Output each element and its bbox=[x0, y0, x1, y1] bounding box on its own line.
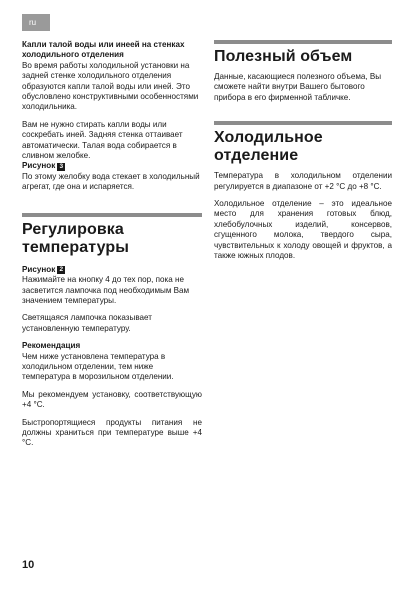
fridge-temperature-paragraph: Температура в холодильном отделении регулируется в диапазоне от +2 °C до +8 °C. bbox=[214, 171, 392, 191]
recommendation-heading: Рекомендация bbox=[22, 341, 81, 351]
right-column bbox=[214, 40, 392, 261]
defrost-paragraph: Вам не нужно стирать капли воды или соскребать иней. Задняя стенка оттаивает автоматически. Талая вода собирается в сливном желобке. bbox=[22, 119, 183, 161]
indicator-paragraph: Светящаяся лампочка показывает установленную температуру. bbox=[22, 313, 152, 333]
usable-volume-title: Полезный объем bbox=[214, 48, 353, 65]
fridge-storage-paragraph: Холодильное отделение – это идеальное место для хранения готовых блюд, хлебобулочных изделий, консервов, сгущенного молока, твердого сыра, чувствительных к холоду овощей и фруктов, а также южных плодов. bbox=[214, 199, 392, 261]
perishables-paragraph: Быстропортящиеся продукты питания не должны храниться при температуре выше +4 °C. bbox=[22, 417, 202, 448]
figure-number-badge: 2 bbox=[57, 266, 65, 274]
temperature-section-title: Регулировка температуры bbox=[22, 220, 130, 256]
page-number: 10 bbox=[22, 559, 35, 571]
figure-2-reference bbox=[22, 265, 202, 275]
button-instruction-paragraph: Нажимайте на кнопку 4 до тех пор, пока не засветится лампочка под необходимым Вам значением температуры. bbox=[22, 275, 190, 305]
fridge-compartment-title: Холодильное отделение bbox=[214, 129, 323, 165]
condensation-heading: Капли талой воды или инеей на стенках холодильного отделения bbox=[22, 40, 185, 60]
condensation-paragraph: Во время работы холодильной установки на задней стенке холодильного отделения образуются капли талой воды или иней. Это обусловлено конструктивными особенностями холодильника. bbox=[22, 60, 199, 112]
drain-paragraph: По этому желобку вода стекает в холодильный агрегат, где она и испаряется. bbox=[22, 171, 200, 192]
usable-volume-paragraph: Данные, касающиеся полезного объема, Вы сможете найти внутри Вашего бытового прибора в его фирменной табличке. bbox=[214, 72, 382, 102]
language-tab: ru bbox=[22, 14, 50, 31]
recommendation-paragraph: Чем ниже установлена температура в холодильном отделении, тем ниже температура в морозильном отделении. bbox=[22, 351, 174, 382]
recommended-setting-paragraph: Мы рекомендуем установку, соответствующую +4 °C. bbox=[22, 389, 202, 410]
figure-3-reference bbox=[22, 161, 202, 171]
section-rule bbox=[214, 40, 392, 44]
left-column bbox=[22, 40, 202, 449]
section-rule bbox=[214, 121, 392, 125]
figure-label: Рисунок bbox=[22, 161, 56, 171]
figure-number-badge: 3 bbox=[57, 163, 65, 171]
section-rule bbox=[22, 213, 202, 217]
figure-label: Рисунок bbox=[22, 264, 56, 274]
